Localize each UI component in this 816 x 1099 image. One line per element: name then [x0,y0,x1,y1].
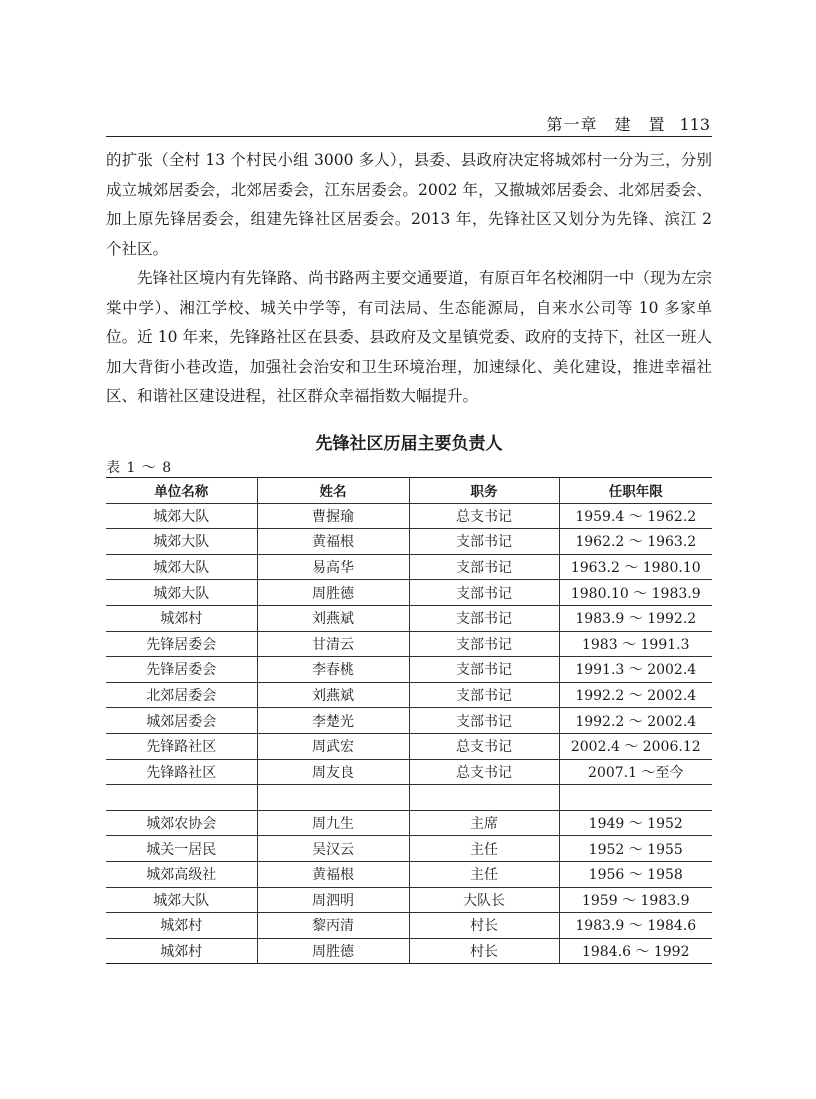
unit-cell: 城郊农协会 [106,810,257,836]
term-cell: 1952 ～ 1955 [559,836,712,862]
table-row [106,913,712,939]
header-name: 姓名 [257,478,409,504]
name-cell: 周九生 [257,810,409,836]
table-body [106,503,712,964]
position-cell [409,785,559,811]
unit-cell: 先锋居委会 [106,631,257,657]
position-cell: 支部书记 [409,605,559,631]
name-cell: 周泗明 [257,887,409,913]
name-cell: 周武宏 [257,733,409,759]
unit-cell: 城关一居民 [106,836,257,862]
leaders-table [106,477,712,964]
table-row [106,887,712,913]
header-term: 任职年限 [559,478,712,504]
term-cell: 1983 ～ 1991.3 [559,631,712,657]
position-cell: 主任 [409,861,559,887]
chapter-title: 第一章 建 置 [546,115,666,134]
header-position: 职务 [409,478,559,504]
table-row [106,733,712,759]
running-header [106,112,712,137]
unit-cell: 城郊村 [106,913,257,939]
name-cell: 李楚光 [257,708,409,734]
position-cell: 支部书记 [409,631,559,657]
term-cell: 1992.2 ～ 2002.4 [559,682,712,708]
unit-cell: 北郊居委会 [106,682,257,708]
table-row [106,810,712,836]
term-cell: 1956 ～ 1958 [559,861,712,887]
table-number: 表 1 ～ 8 [106,460,173,476]
table-row [106,836,712,862]
table-row [106,759,712,785]
term-cell: 1984.6 ～ 1992 [559,938,712,964]
name-cell: 刘燕斌 [257,605,409,631]
position-cell: 主任 [409,836,559,862]
term-cell: 1963.2 ～ 1980.10 [559,554,712,580]
term-cell: 1983.9 ～ 1992.2 [559,605,712,631]
position-cell: 支部书记 [409,580,559,606]
unit-cell [106,785,257,811]
table-row [106,785,712,811]
unit-cell: 先锋路社区 [106,759,257,785]
position-cell: 支部书记 [409,657,559,683]
position-cell: 总支书记 [409,759,559,785]
unit-cell: 城郊大队 [106,554,257,580]
position-cell: 总支书记 [409,503,559,529]
unit-cell: 城郊村 [106,938,257,964]
table-title: 先锋社区历届主要负责人 [315,434,503,454]
header-text [546,112,710,135]
unit-cell: 城郊居委会 [106,708,257,734]
name-cell: 黄福根 [257,529,409,555]
unit-cell: 城郊高级社 [106,861,257,887]
term-cell: 1959.4 ～ 1962.2 [559,503,712,529]
table-row [106,631,712,657]
table-row [106,682,712,708]
position-cell: 支部书记 [409,682,559,708]
table-row [106,708,712,734]
unit-cell: 先锋路社区 [106,733,257,759]
table-row [106,580,712,606]
paragraph-2: 先锋社区境内有先锋路、尚书路两主要交通要道，有原百年名校湘阴一中（现为左宗棠中学）、湘江学校、城关中学等，有司法局、生态能源局，自来水公司等 10 多家单位。近 10 年来，先锋路社区在县委、县政府及文星镇党委、政府的支持下，社区一班人加大背街小巷改造，加强社会治安和卫生环境治理，加速绿化、美化建设，推进幸福社区、和谐社区建设进程，社区群众幸福指数大幅提升。 [106,269,712,405]
unit-cell: 城郊大队 [106,887,257,913]
table-row [106,605,712,631]
position-cell: 主席 [409,810,559,836]
term-cell [559,785,712,811]
term-cell: 1991.3 ～ 2002.4 [559,657,712,683]
term-cell: 1980.10 ～ 1983.9 [559,580,712,606]
position-cell: 支部书记 [409,529,559,555]
unit-cell: 城郊村 [106,605,257,631]
table-row [106,657,712,683]
position-cell: 支部书记 [409,708,559,734]
term-cell: 1959 ～ 1983.9 [559,887,712,913]
term-cell: 2002.4 ～ 2006.12 [559,733,712,759]
unit-cell: 城郊大队 [106,503,257,529]
name-cell: 周胜德 [257,580,409,606]
name-cell: 黄福根 [257,861,409,887]
page-number: 113 [679,115,710,134]
paragraph-1: 的扩张（全村 13 个村民小组 3000 多人），县委、县政府决定将城郊村一分为三，分别成立城郊居委会，北郊居委会，江东居委会。2002 年，又撤城郊居委会、北郊居委会、加上原先锋居委会，组建先锋社区居委会。2013 年，先锋社区又划分为先锋、滨江 2 个社区。 [106,151,712,258]
unit-cell: 城郊大队 [106,580,257,606]
name-cell: 曹握瑜 [257,503,409,529]
name-cell: 易高华 [257,554,409,580]
name-cell: 甘清云 [257,631,409,657]
term-cell: 1962.2 ～ 1963.2 [559,529,712,555]
name-cell: 黎丙清 [257,913,409,939]
unit-cell: 先锋居委会 [106,657,257,683]
position-cell: 大队长 [409,887,559,913]
body-text [106,146,712,412]
name-cell: 刘燕斌 [257,682,409,708]
table-row [106,554,712,580]
name-cell: 周友良 [257,759,409,785]
name-cell [257,785,409,811]
table-row [106,529,712,555]
position-cell: 总支书记 [409,733,559,759]
term-cell: 1992.2 ～ 2002.4 [559,708,712,734]
table-header-row [106,478,712,504]
position-cell: 村长 [409,913,559,939]
header-unit: 单位名称 [106,478,257,504]
table-row [106,503,712,529]
term-cell: 1983.9 ～ 1984.6 [559,913,712,939]
table-row [106,938,712,964]
position-cell: 村长 [409,938,559,964]
unit-cell: 城郊大队 [106,529,257,555]
table-row [106,861,712,887]
term-cell: 2007.1 ～至今 [559,759,712,785]
name-cell: 吴汉云 [257,836,409,862]
term-cell: 1949 ～ 1952 [559,810,712,836]
position-cell: 支部书记 [409,554,559,580]
name-cell: 周胜德 [257,938,409,964]
name-cell: 李春桃 [257,657,409,683]
